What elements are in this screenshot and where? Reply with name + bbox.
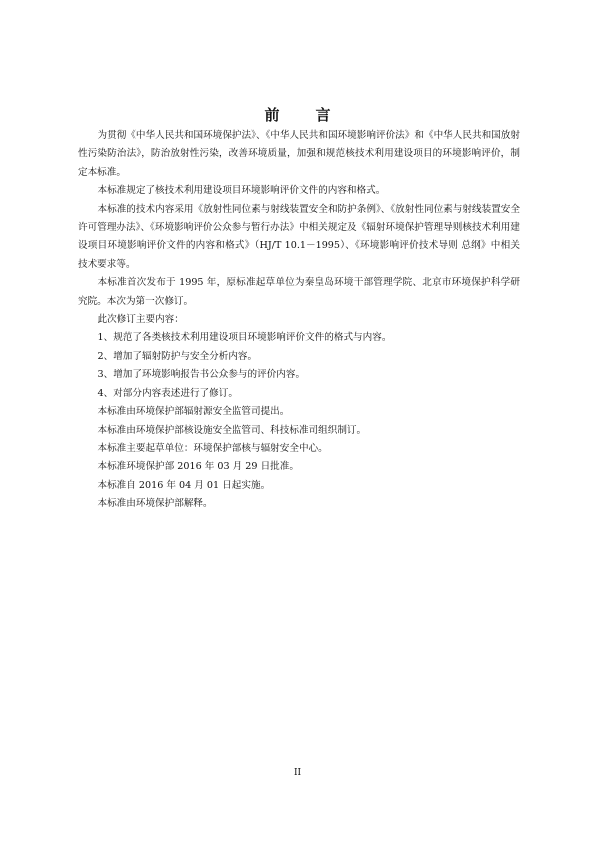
paragraph-proposer: 本标准由环境保护部辐射源安全监管司提出。 xyxy=(97,406,290,418)
title-char-1: 前 xyxy=(264,106,280,124)
foreword-body xyxy=(78,127,520,514)
page-number: II xyxy=(293,768,302,778)
paragraph-technical-basis: 本标准的技术内容采用《放射性同位素与射线装置安全和防护条例》、《放射性同位素与射线装置安全许可管理办法》、《环境影响评价公众参与暂行办法》中相关规定及《辐射环境保护管理导则核技术利用建设项目环境影响评价文件的内容和格式》（HJ/T 10.1－1995）、《环境影响评价技术导则 总纲》中相关技术要求等。 xyxy=(78,203,520,270)
revision-item-3: 3、增加了环境影响报告书公众参与的评价内容。 xyxy=(97,369,306,381)
title-char-2: 言 xyxy=(315,106,331,124)
paragraph-purpose: 为贯彻《中华人民共和国环境保护法》、《中华人民共和国环境影响评价法》和《中华人民共和国放射性污染防治法》，防治放射性污染，改善环境质量，加强和规范核技术利用建设项目的环境影响评价，制定本标准。 xyxy=(78,130,520,178)
paragraph-history: 本标准首次发布于 1995 年，原标准起草单位为秦皇岛环境干部管理学院、北京市环境保护科学研究院。本次为第一次修订。 xyxy=(78,277,520,307)
revision-item-1: 1、规范了各类核技术利用建设项目环境影响评价文件的格式与内容。 xyxy=(97,332,392,344)
paragraph-organizer: 本标准由环境保护部核设施安全监管司、科技标准司组织制订。 xyxy=(97,424,367,436)
revision-item-4: 4、对部分内容表述进行了修订。 xyxy=(97,387,238,399)
paragraph-scope: 本标准规定了核技术利用建设项目环境影响评价文件的内容和格式。 xyxy=(97,185,386,197)
paragraph-effective-date: 本标准自 2016 年 04 月 01 日起实施。 xyxy=(97,479,271,491)
section-title xyxy=(0,104,595,125)
paragraph-interpretation: 本标准由环境保护部解释。 xyxy=(97,498,213,510)
paragraph-approval-date: 本标准环境保护部 2016 年 03 月 29 日批准。 xyxy=(97,461,299,473)
revision-item-2: 2、增加了辐射防护与安全分析内容。 xyxy=(97,350,258,362)
paragraph-revision-heading: 此次修订主要内容： xyxy=(97,314,184,326)
paragraph-drafter: 本标准主要起草单位：环境保护部核与辐射安全中心。 xyxy=(97,442,328,454)
